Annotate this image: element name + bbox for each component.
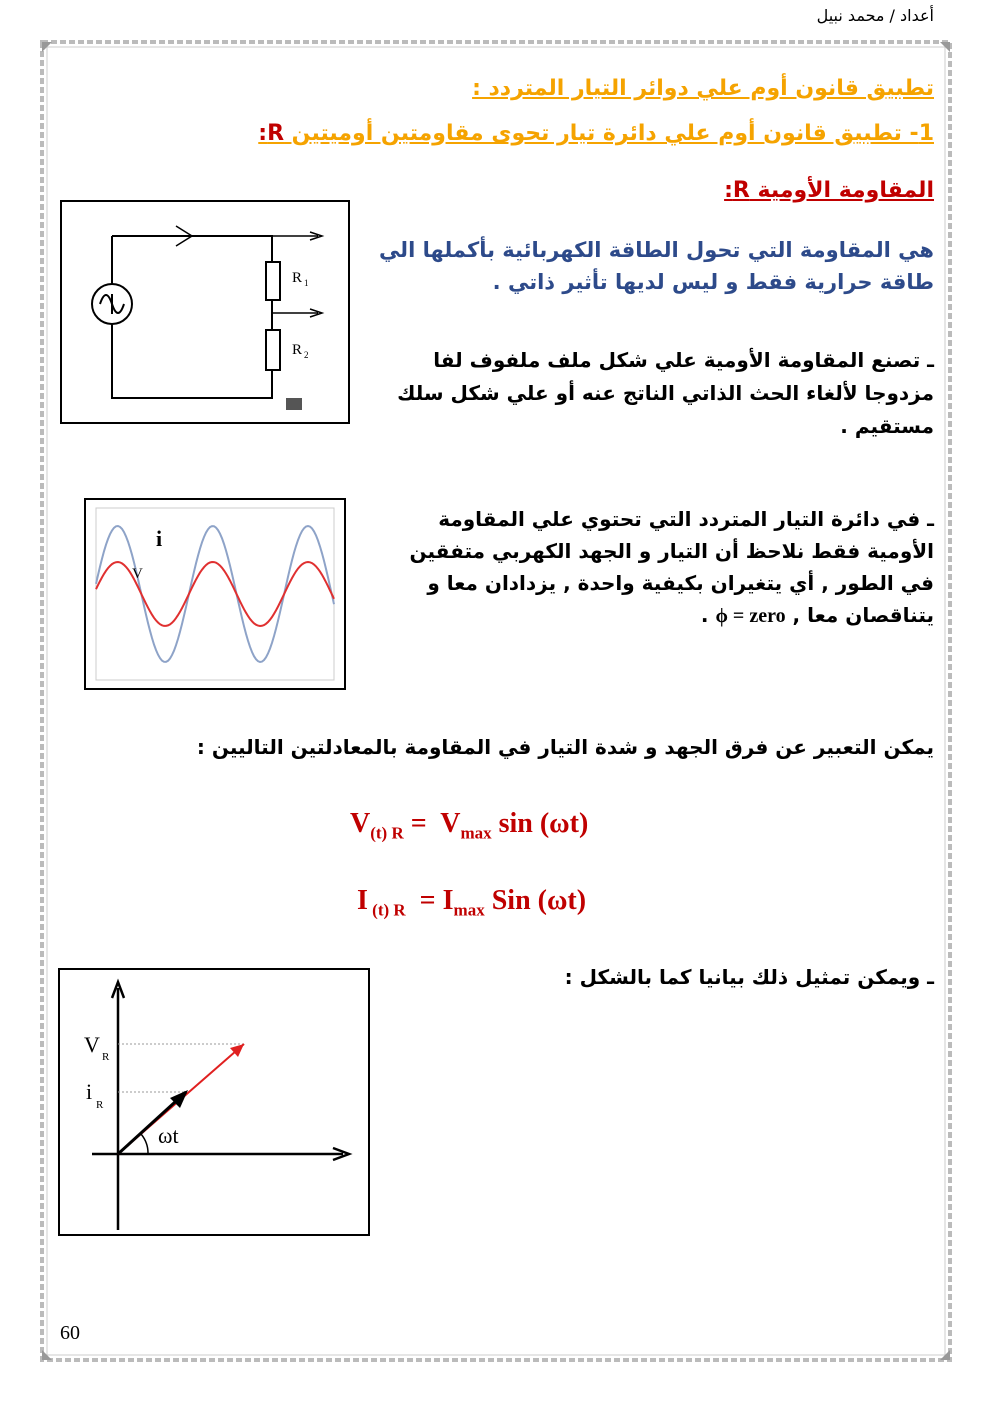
main-title: تطبيق قانون أوم علي دوائر التيار المتردد : — [472, 76, 934, 101]
circuit-figure — [60, 200, 350, 424]
resistor-r2 — [266, 330, 280, 370]
r2-label: R — [292, 342, 303, 358]
i-phasor-sub: R — [96, 1099, 104, 1111]
equation-voltage — [350, 808, 588, 844]
current-wave-label: i — [156, 526, 163, 551]
eq-v-max-sub: max — [460, 823, 492, 843]
page-number: 60 — [60, 1322, 80, 1344]
angle-label: ωt — [158, 1123, 179, 1148]
eq-i-equals: = — [405, 885, 443, 916]
construction-paragraph: ـ تصنع المقاومة الأومية علي شكل ملف ملفوف لفا مزدوجا لألغاء الحث الذاتي الناتج عنه أو علي شكل سلك مستقيم . — [397, 348, 934, 438]
section-title-symbol: R: — [258, 121, 285, 146]
wave-figure — [84, 498, 346, 690]
r1-sub: 1 — [304, 278, 309, 288]
terminal-icon — [286, 398, 302, 410]
eq-i-max: I — [442, 885, 454, 916]
phasor-figure — [58, 968, 370, 1236]
i-phasor-label: i — [86, 1079, 93, 1104]
phase-paragraph — [374, 503, 934, 632]
r2-sub: 2 — [304, 350, 309, 360]
phi-zero: ϕ = zero — [715, 605, 786, 627]
v-phasor-label: V — [84, 1032, 100, 1057]
eq-i-lhs-sub: (t) R — [367, 900, 406, 920]
eq-i-rhs: Sin (ωt) — [484, 885, 587, 916]
resistor-r1 — [266, 262, 280, 300]
eq-v-max: V — [440, 808, 461, 839]
section-title-text: 1- تطبيق قانون أوم علي دائرة تيار تحوى مقاومتين أوميتين — [284, 121, 934, 146]
eq-i-lhs: I — [357, 885, 368, 916]
eq-v-lhs: V — [350, 808, 371, 839]
graph-paragraph: ـ ويمكن تمثيل ذلك بيانيا كما بالشكل : — [564, 965, 934, 989]
phase-paragraph-end: . — [700, 603, 716, 627]
phase-paragraph-text: ـ في دائرة التيار المتردد التي تحتوي علي المقاومة الأومية فقط نلاحظ أن التيار و الجهد الكهربي متفقين في الطور , أي يتغيران بكيفية واحدة , يزدادان معا و يتناقصان معا , — [409, 507, 934, 627]
r1-label: R — [292, 270, 303, 286]
equations-intro: يمكن التعبير عن فرق الجهد و شدة التيار في المقاومة بالمعادلتين التاليين : — [196, 735, 934, 759]
eq-v-rhs: sin (ωt) — [491, 808, 589, 839]
definition-paragraph: هي المقاومة التي تحول الطاقة الكهربائية بأكملها الي طاقة حرارية فقط و ليس لديها تأثير ذاتي . — [378, 238, 934, 294]
eq-v-lhs-sub: (t) R — [370, 823, 404, 843]
author-header: أعداد / محمد نبيل — [816, 6, 934, 25]
v-phasor-sub: R — [102, 1051, 110, 1063]
equation-current — [357, 885, 586, 921]
section-title — [214, 121, 934, 146]
resistance-title — [534, 178, 934, 203]
resistance-title-text: المقاومة الأومية — [749, 178, 934, 203]
resistance-title-symbol: R: — [724, 178, 750, 203]
voltage-wave-label: V — [132, 566, 143, 582]
eq-v-equals: = — [403, 808, 441, 839]
eq-i-max-sub: max — [453, 900, 485, 920]
